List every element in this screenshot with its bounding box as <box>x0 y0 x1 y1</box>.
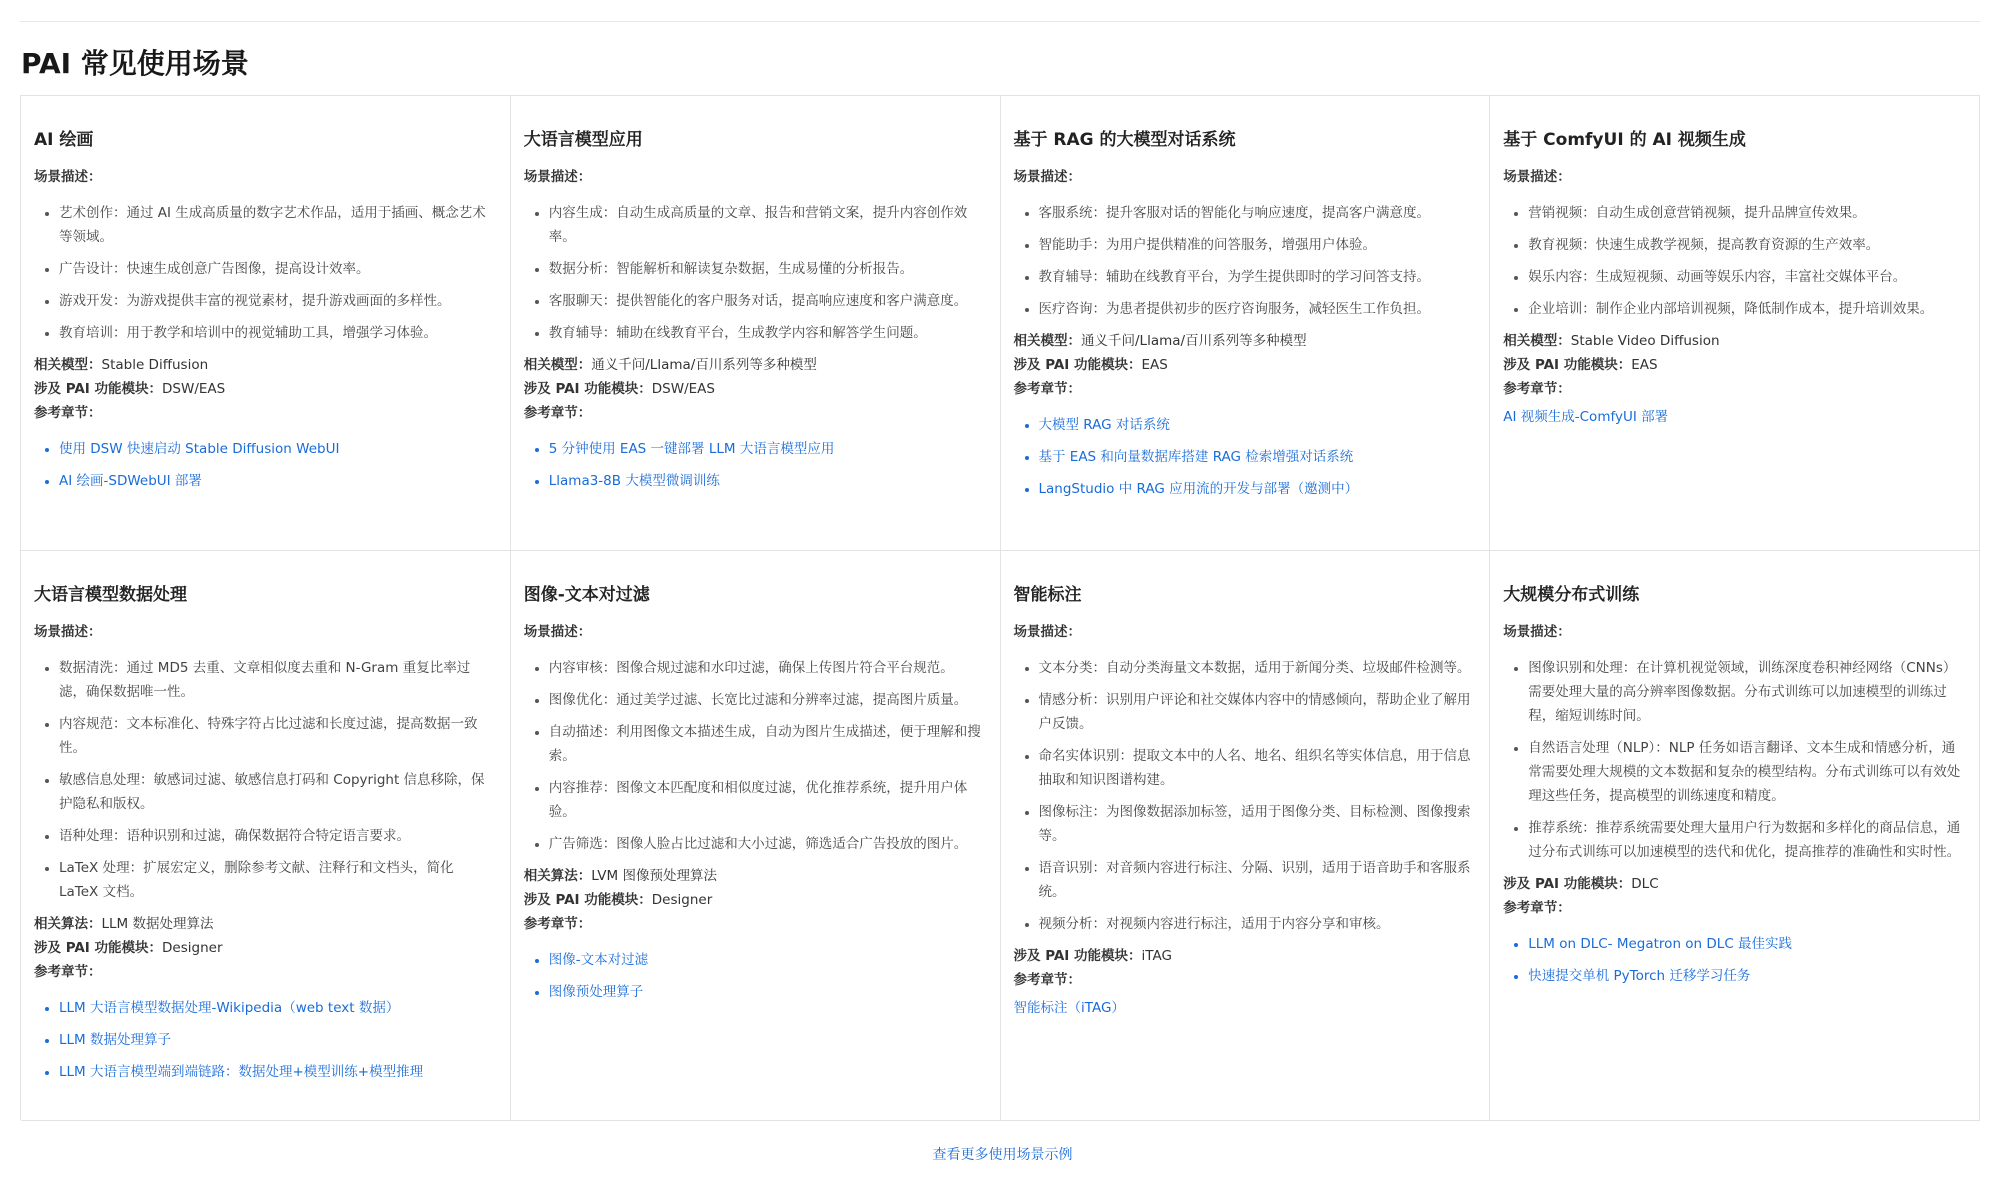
reference-label: 参考章节： <box>1503 381 1571 397</box>
list-item: 敏感信息处理：敏感词过滤、敏感信息打码和 Copyright 信息移除，保护隐私和版权。 <box>34 768 497 816</box>
info-key: 涉及 PAI 功能模块： <box>34 381 163 397</box>
list-item: 语音识别：对音频内容进行标注、分隔、识别，适用于语音助手和客服系统。 <box>1014 856 1477 904</box>
scenario-desc-label: 场景描述： <box>523 169 592 185</box>
scenario-desc-list <box>1014 656 1477 936</box>
info-value: Designer <box>162 940 223 956</box>
reference-list <box>524 437 987 493</box>
scenario-card <box>1001 551 1491 1121</box>
info-row <box>524 353 987 377</box>
reference-label: 参考章节： <box>1013 381 1081 397</box>
info-value: EAS <box>1141 357 1168 373</box>
scenario-desc-label: 场景描述： <box>1503 169 1571 185</box>
info-value: Designer <box>651 892 713 908</box>
reference-link[interactable]: AI 绘画-SDWebUI 部署 <box>59 473 202 489</box>
list-item: 自然语言处理（NLP）：NLP 任务如语言翻译、文本生成和情感分析，通常需要处理大规模的文本数据和复杂的模型结构。分布式训练可以有效处理这些任务，提高模型的训练速度和精度。 <box>1503 736 1966 808</box>
reference-link[interactable]: LLM on DLC- Megatron on DLC 最佳实践 <box>1528 936 1793 952</box>
info-row <box>1014 329 1477 353</box>
card-title: 智能标注 <box>1013 585 1082 605</box>
reference-label: 参考章节： <box>34 405 102 421</box>
info-value: DSW/EAS <box>651 381 715 397</box>
scenario-card <box>1490 551 1980 1121</box>
list-item: 客服聊天：提供智能化的客户服务对话，提高响应速度和客户满意度。 <box>524 289 987 313</box>
list-item: 自动描述：利用图像文本描述生成，自动为图片生成描述，便于理解和搜索。 <box>524 720 987 768</box>
reference-item <box>34 469 497 493</box>
info-key: 涉及 PAI 功能模块： <box>1013 948 1142 964</box>
reference-item <box>1503 932 1966 956</box>
scenario-card <box>21 96 511 551</box>
info-row <box>524 864 987 888</box>
list-item: 广告设计：快速生成创意广告图像，提高设计效率。 <box>34 257 497 281</box>
reference-item <box>34 1060 497 1084</box>
card-title: 大语言模型应用 <box>523 130 643 150</box>
reference-item <box>34 996 497 1020</box>
info-value: iTAG <box>1141 948 1172 964</box>
list-item: 文本分类：自动分类海量文本数据，适用于新闻分类、垃圾邮件检测等。 <box>1014 656 1477 680</box>
scenario-grid <box>20 95 1980 1120</box>
scenario-desc-label: 场景描述： <box>1503 624 1571 640</box>
info-key: 涉及 PAI 功能模块： <box>34 940 163 956</box>
scenario-desc-label: 场景描述： <box>34 624 102 640</box>
reference-link[interactable]: 图像预处理算子 <box>548 984 644 1000</box>
list-item: 图像识别和处理：在计算机视觉领域，训练深度卷积神经网络（CNNs）需要处理大量的高分辨率图像数据。分布式训练可以加速模型的训练过程，缩短训练时间。 <box>1503 656 1966 728</box>
reference-link[interactable]: 基于 EAS 和向量数据库搭建 RAG 检索增强对话系统 <box>1038 449 1354 465</box>
list-item: 图像标注：为图像数据添加标签，适用于图像分类、目标检测、图像搜索等。 <box>1014 800 1477 848</box>
scenario-desc-label: 场景描述： <box>1013 624 1081 640</box>
scenario-card <box>511 96 1001 551</box>
scenario-desc-list <box>524 201 987 345</box>
list-item: 命名实体识别：提取文本中的人名、地名、组织名等实体信息，用于信息抽取和知识图谱构建。 <box>1014 744 1477 792</box>
list-item: 营销视频：自动生成创意营销视频，提升品牌宣传效果。 <box>1503 201 1966 225</box>
info-row <box>1014 353 1477 377</box>
reference-link[interactable]: 智能标注（iTAG） <box>1013 1000 1125 1016</box>
list-item: LaTeX 处理：扩展宏定义，删除参考文献、注释行和文档头，简化 LaTeX 文档。 <box>34 856 497 904</box>
info-key: 涉及 PAI 功能模块： <box>523 892 652 908</box>
card-title: AI 绘画 <box>34 130 94 150</box>
reference-link[interactable]: 快速提交单机 PyTorch 迁移学习任务 <box>1528 968 1751 984</box>
reference-item <box>1014 477 1477 501</box>
card-title: 大语言模型数据处理 <box>34 585 187 605</box>
info-value: DSW/EAS <box>162 381 226 397</box>
info-key: 相关算法： <box>34 916 102 932</box>
scenario-card <box>1001 96 1491 551</box>
info-value: Stable Video Diffusion <box>1570 333 1720 349</box>
info-row <box>34 912 497 936</box>
list-item: 客服系统：提升客服对话的智能化与响应速度，提高客户满意度。 <box>1014 201 1477 225</box>
reference-list <box>34 437 497 493</box>
list-item: 视频分析：对视频内容进行标注，适用于内容分享和审核。 <box>1014 912 1477 936</box>
reference-link[interactable]: Llama3-8B 大模型微调训练 <box>548 473 720 489</box>
list-item: 数据分析：智能解析和解读复杂数据，生成易懂的分析报告。 <box>524 257 987 281</box>
reference-list <box>1503 405 1966 429</box>
reference-item <box>34 1028 497 1052</box>
info-key: 相关模型： <box>523 357 592 373</box>
reference-item <box>524 437 987 461</box>
info-key: 相关模型： <box>1013 333 1081 349</box>
list-item: 智能助手：为用户提供精准的问答服务，增强用户体验。 <box>1014 233 1477 257</box>
reference-link[interactable]: LLM 大语言模型端到端链路：数据处理+模型训练+模型推理 <box>59 1064 424 1080</box>
list-item: 推荐系统：推荐系统需要处理大量用户行为数据和多样化的商品信息，通过分布式训练可以加速模型的迭代和优化，提高推荐的准确性和实时性。 <box>1503 816 1966 864</box>
reference-label: 参考章节： <box>34 964 102 980</box>
info-value: LLM 数据处理算法 <box>101 916 214 932</box>
reference-list <box>34 996 497 1084</box>
reference-item <box>524 980 987 1004</box>
scenario-desc-label: 场景描述： <box>523 624 592 640</box>
info-row <box>1503 872 1966 896</box>
list-item: 娱乐内容：生成短视频、动画等娱乐内容，丰富社交媒体平台。 <box>1503 265 1966 289</box>
reference-label: 参考章节： <box>523 916 592 932</box>
info-value: DLC <box>1631 876 1659 892</box>
list-item: 数据清洗：通过 MD5 去重、文章相似度去重和 N-Gram 重复比率过滤，确保数据唯一性。 <box>34 656 497 704</box>
info-row <box>34 353 497 377</box>
list-item: 教育辅导：辅助在线教育平台，为学生提供即时的学习问答支持。 <box>1014 265 1477 289</box>
reference-link[interactable]: 大模型 RAG 对话系统 <box>1038 417 1170 433</box>
list-item: 医疗咨询：为患者提供初步的医疗咨询服务，减轻医生工作负担。 <box>1014 297 1477 321</box>
reference-item <box>524 469 987 493</box>
list-item: 企业培训：制作企业内部培训视频，降低制作成本，提升培训效果。 <box>1503 297 1966 321</box>
reference-list <box>1503 932 1966 988</box>
info-row <box>524 888 987 912</box>
info-key: 涉及 PAI 功能模块： <box>523 381 652 397</box>
info-row <box>34 936 497 960</box>
card-title: 大规模分布式训练 <box>1503 585 1640 605</box>
scenario-desc-list <box>34 656 497 904</box>
scenario-desc-list <box>1503 656 1966 864</box>
scenario-card <box>511 551 1001 1121</box>
list-item: 内容推荐：图像文本匹配度和相似度过滤，优化推荐系统，提升用户体验。 <box>524 776 987 824</box>
reference-item <box>524 948 987 972</box>
list-item: 教育视频：快速生成教学视频，提高教育资源的生产效率。 <box>1503 233 1966 257</box>
reference-link[interactable]: 5 分钟使用 EAS 一键部署 LLM 大语言模型应用 <box>548 441 835 457</box>
reference-link[interactable]: LangStudio 中 RAG 应用流的开发与部署（邀测中） <box>1038 481 1359 497</box>
info-value: LVM 图像预处理算法 <box>591 868 717 884</box>
card-title: 图像-文本对过滤 <box>523 585 650 605</box>
page-title: PAI 常见使用场景 <box>21 47 249 80</box>
card-title: 基于 RAG 的大模型对话系统 <box>1013 130 1236 150</box>
list-item: 内容生成：自动生成高质量的文章、报告和营销文案，提升内容创作效率。 <box>524 201 987 249</box>
info-key: 涉及 PAI 功能模块： <box>1013 357 1142 373</box>
reference-label: 参考章节： <box>523 405 592 421</box>
info-row <box>1503 329 1966 353</box>
reference-label: 参考章节： <box>1013 972 1081 988</box>
info-value: EAS <box>1631 357 1658 373</box>
card-title: 基于 ComfyUI 的 AI 视频生成 <box>1503 130 1746 150</box>
scenario-desc-list <box>34 201 497 345</box>
list-item: 图像优化：通过美学过滤、长宽比过滤和分辨率过滤，提高图片质量。 <box>524 688 987 712</box>
reference-item <box>1014 413 1477 437</box>
scenario-card <box>1490 96 1980 551</box>
info-key: 相关算法： <box>523 868 592 884</box>
reference-item <box>1014 445 1477 469</box>
info-value: 通义千问/Llama/百川系列等多种模型 <box>1081 333 1307 349</box>
list-item: 教育辅导：辅助在线教育平台，生成教学内容和解答学生问题。 <box>524 321 987 345</box>
info-row <box>1014 944 1477 968</box>
list-item: 游戏开发：为游戏提供丰富的视觉素材，提升游戏画面的多样性。 <box>34 289 497 313</box>
top-divider <box>20 21 1980 22</box>
info-key: 涉及 PAI 功能模块： <box>1503 357 1632 373</box>
list-item: 情感分析：识别用户评论和社交媒体内容中的情感倾向，帮助企业了解用户反馈。 <box>1014 688 1477 736</box>
info-key: 涉及 PAI 功能模块： <box>1503 876 1632 892</box>
scenario-desc-label: 场景描述： <box>1013 169 1081 185</box>
info-row <box>34 377 497 401</box>
scenario-desc-list <box>524 656 987 856</box>
reference-link[interactable]: AI 视频生成-ComfyUI 部署 <box>1503 409 1669 425</box>
reference-link[interactable]: 图像-文本对过滤 <box>548 952 649 968</box>
info-key: 相关模型： <box>1503 333 1571 349</box>
info-row <box>1503 353 1966 377</box>
reference-list <box>524 948 987 1004</box>
more-scenarios-link[interactable]: 查看更多使用场景示例 <box>932 1147 1073 1163</box>
reference-link[interactable]: LLM 大语言模型数据处理-Wikipedia（web text 数据） <box>59 1000 400 1016</box>
info-row <box>524 377 987 401</box>
reference-item <box>1503 964 1966 988</box>
list-item: 内容规范：文本标准化、特殊字符占比过滤和长度过滤，提高数据一致性。 <box>34 712 497 760</box>
list-item: 内容审核：图像合规过滤和水印过滤，确保上传图片符合平台规范。 <box>524 656 987 680</box>
info-key: 相关模型： <box>34 357 102 373</box>
scenario-desc-list <box>1014 201 1477 321</box>
list-item: 艺术创作：通过 AI 生成高质量的数字艺术作品，适用于插画、概念艺术等领域。 <box>34 201 497 249</box>
info-value: Stable Diffusion <box>101 357 209 373</box>
info-value: 通义千问/Llama/百川系列等多种模型 <box>591 357 817 373</box>
scenario-desc-label: 场景描述： <box>34 169 102 185</box>
list-item: 广告筛选：图像人脸占比过滤和大小过滤，筛选适合广告投放的图片。 <box>524 832 987 856</box>
reference-link[interactable]: 使用 DSW 快速启动 Stable Diffusion WebUI <box>59 441 340 457</box>
scenario-desc-list <box>1503 201 1966 321</box>
reference-list <box>1014 413 1477 501</box>
reference-link[interactable]: LLM 数据处理算子 <box>59 1032 171 1048</box>
reference-item <box>1503 405 1966 429</box>
reference-item <box>34 437 497 461</box>
list-item: 教育培训：用于教学和培训中的视觉辅助工具，增强学习体验。 <box>34 321 497 345</box>
reference-list <box>1014 996 1477 1020</box>
reference-item <box>1014 996 1477 1020</box>
reference-label: 参考章节： <box>1503 900 1571 916</box>
scenario-card <box>21 551 511 1121</box>
list-item: 语种处理：语种识别和过滤，确保数据符合特定语言要求。 <box>34 824 497 848</box>
